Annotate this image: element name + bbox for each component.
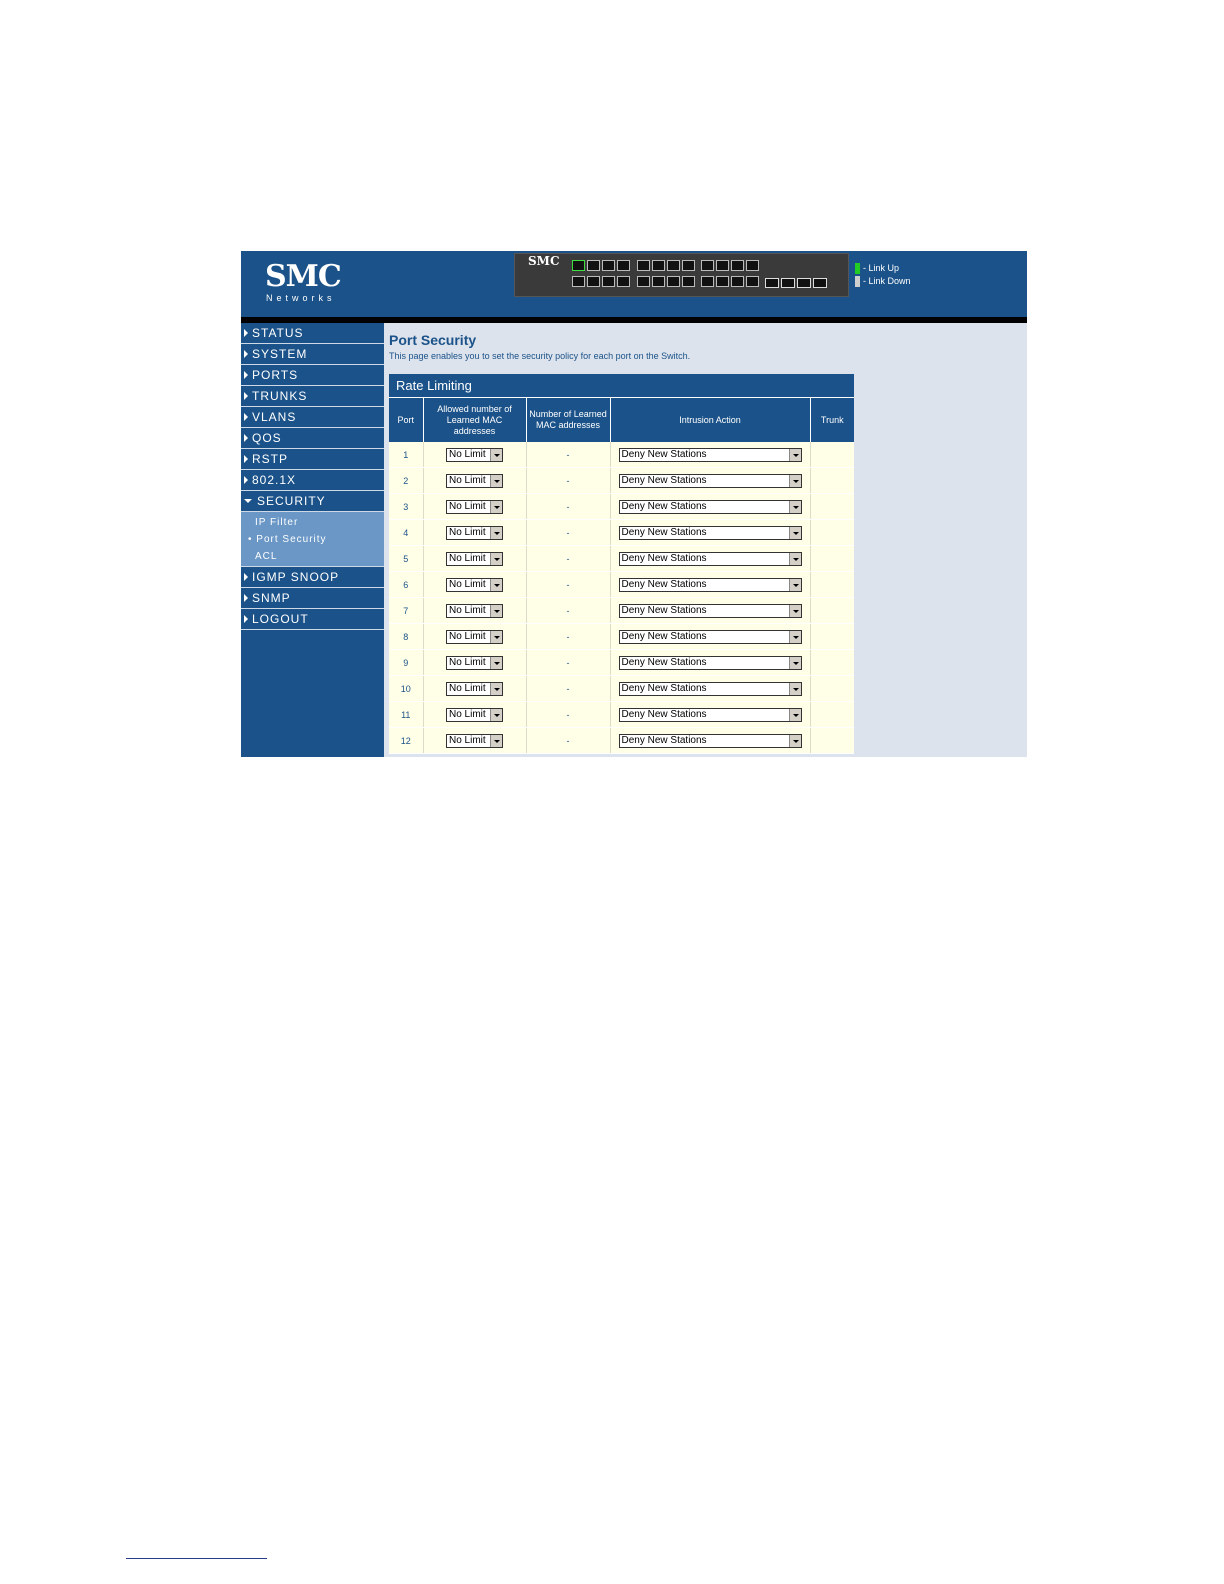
- dropdown-arrow-icon: [789, 475, 801, 487]
- learned-cell: -: [526, 624, 610, 650]
- allowed-mac-select[interactable]: No Limit: [446, 708, 503, 722]
- switch-panel-graphic: [514, 253, 849, 297]
- sidebar-item-igmp-snoop[interactable]: IGMP SNOOP: [241, 567, 384, 588]
- action-cell: [610, 650, 810, 676]
- ethernet-port-icon: [731, 260, 744, 271]
- page-description: This page enables you to set the security policy for each port on the Switch.: [389, 351, 691, 361]
- subitem-ip-filter[interactable]: IP Filter: [255, 517, 299, 528]
- link-down-swatch-icon: [855, 276, 860, 287]
- port-cell: 2: [389, 468, 423, 494]
- allowed-cell: [423, 468, 526, 494]
- ethernet-port-icon: [701, 260, 714, 271]
- dropdown-arrow-icon: [789, 735, 801, 747]
- learned-cell: -: [526, 676, 610, 702]
- ethernet-port-icon: [716, 260, 729, 271]
- action-cell: [610, 598, 810, 624]
- sidebar-item-8021x[interactable]: 802.1X: [241, 470, 384, 491]
- arrow-right-icon: [244, 371, 248, 379]
- port-cell: 8: [389, 624, 423, 650]
- sidebar-item-system[interactable]: SYSTEM: [241, 344, 384, 365]
- intrusion-action-select[interactable]: Deny New Stations: [619, 708, 802, 722]
- trunk-cell: [810, 728, 854, 754]
- arrow-right-icon: [244, 434, 248, 442]
- port-cell: 3: [389, 494, 423, 520]
- table-row: [389, 624, 854, 650]
- trunk-cell: [810, 676, 854, 702]
- intrusion-action-select[interactable]: Deny New Stations: [619, 604, 802, 618]
- port-cell: 11: [389, 702, 423, 728]
- dropdown-arrow-icon: [789, 631, 801, 643]
- col-header-action: Intrusion Action: [610, 398, 810, 442]
- dropdown-arrow-icon: [490, 449, 502, 461]
- allowed-cell: [423, 728, 526, 754]
- port-cell: 4: [389, 520, 423, 546]
- col-header-number: Number of Learned MAC addresses: [526, 398, 610, 442]
- dropdown-arrow-icon: [490, 553, 502, 565]
- trunk-cell: [810, 650, 854, 676]
- learned-cell: -: [526, 702, 610, 728]
- ethernet-port-icon: [716, 276, 729, 287]
- dropdown-arrow-icon: [789, 501, 801, 513]
- allowed-mac-select[interactable]: No Limit: [446, 682, 503, 696]
- port-cell: 5: [389, 546, 423, 572]
- action-cell: [610, 442, 810, 468]
- trunk-cell: [810, 442, 854, 468]
- subitem-port-security[interactable]: • Port Security: [248, 534, 327, 545]
- action-cell: [610, 546, 810, 572]
- switch-brand-label: SMC: [528, 254, 560, 268]
- dropdown-arrow-icon: [789, 657, 801, 669]
- ethernet-port-icon: [746, 260, 759, 271]
- dropdown-arrow-icon: [789, 449, 801, 461]
- ethernet-port-icon: [667, 276, 680, 287]
- trunk-cell: [810, 520, 854, 546]
- table-row: [389, 702, 854, 728]
- allowed-cell: [423, 442, 526, 468]
- arrow-down-icon: [244, 499, 252, 503]
- ethernet-port-icon: [602, 260, 615, 271]
- sfp-port-icon: [813, 278, 827, 288]
- allowed-cell: [423, 494, 526, 520]
- allowed-mac-select[interactable]: No Limit: [446, 734, 503, 748]
- dropdown-arrow-icon: [490, 657, 502, 669]
- sidebar-item-ports[interactable]: PORTS: [241, 365, 384, 386]
- arrow-right-icon: [244, 573, 248, 581]
- allowed-mac-select[interactable]: No Limit: [446, 526, 503, 540]
- table-row: [389, 494, 854, 520]
- subitem-acl[interactable]: ACL: [255, 551, 278, 562]
- sidebar-item-vlans[interactable]: VLANS: [241, 407, 384, 428]
- arrow-right-icon: [244, 392, 248, 400]
- ethernet-port-icon: [746, 276, 759, 287]
- dropdown-arrow-icon: [789, 709, 801, 721]
- dropdown-arrow-icon: [490, 709, 502, 721]
- action-cell: [610, 702, 810, 728]
- intrusion-action-select[interactable]: Deny New Stations: [619, 526, 802, 540]
- sidebar-item-logout[interactable]: LOGOUT: [241, 609, 384, 630]
- allowed-mac-select[interactable]: No Limit: [446, 604, 503, 618]
- table-row: [389, 546, 854, 572]
- action-cell: [610, 494, 810, 520]
- link-up-legend: - Link Up: [855, 262, 911, 275]
- ethernet-port-icon: [617, 276, 630, 287]
- ethernet-port-icon: [682, 276, 695, 287]
- learned-cell: -: [526, 546, 610, 572]
- dropdown-arrow-icon: [490, 605, 502, 617]
- table-row: [389, 598, 854, 624]
- intrusion-action-select[interactable]: Deny New Stations: [619, 448, 802, 462]
- port-cell: 1: [389, 442, 423, 468]
- sidebar-item-security[interactable]: SECURITY: [241, 491, 384, 512]
- action-cell: [610, 624, 810, 650]
- sidebar-item-trunks[interactable]: TRUNKS: [241, 386, 384, 407]
- trunk-cell: [810, 702, 854, 728]
- ethernet-port-icon: [667, 260, 680, 271]
- allowed-cell: [423, 702, 526, 728]
- action-cell: [610, 728, 810, 754]
- link-up-swatch-icon: [855, 263, 860, 274]
- sidebar-item-rstp[interactable]: RSTP: [241, 449, 384, 470]
- ethernet-port-icon: [587, 276, 600, 287]
- learned-cell: -: [526, 728, 610, 754]
- panel-title: Rate Limiting: [389, 374, 854, 398]
- top-header: [241, 251, 1027, 317]
- intrusion-action-select[interactable]: Deny New Stations: [619, 552, 802, 566]
- dropdown-arrow-icon: [789, 527, 801, 539]
- dropdown-arrow-icon: [789, 605, 801, 617]
- allowed-cell: [423, 676, 526, 702]
- allowed-cell: [423, 572, 526, 598]
- port-cell: 12: [389, 728, 423, 754]
- port-security-table: [389, 398, 854, 754]
- footer-rule: [126, 1558, 267, 1559]
- table-row: [389, 520, 854, 546]
- arrow-right-icon: [244, 594, 248, 602]
- table-row: [389, 728, 854, 754]
- ethernet-port-icon: [587, 260, 600, 271]
- link-legend: [855, 262, 911, 288]
- port-cell: 6: [389, 572, 423, 598]
- sidebar-item-status[interactable]: STATUS: [241, 323, 384, 344]
- trunk-cell: [810, 572, 854, 598]
- action-cell: [610, 520, 810, 546]
- sfp-port-icon: [797, 278, 811, 288]
- link-down-legend: - Link Down: [855, 275, 911, 288]
- dropdown-arrow-icon: [490, 475, 502, 487]
- ethernet-port-icon: [572, 276, 585, 287]
- table-header-row: [389, 398, 854, 442]
- intrusion-action-select[interactable]: Deny New Stations: [619, 656, 802, 670]
- dropdown-arrow-icon: [789, 553, 801, 565]
- port-cell: 7: [389, 598, 423, 624]
- learned-cell: -: [526, 494, 610, 520]
- trunk-cell: [810, 598, 854, 624]
- dropdown-arrow-icon: [789, 579, 801, 591]
- dropdown-arrow-icon: [490, 527, 502, 539]
- table-row: [389, 442, 854, 468]
- allowed-mac-select[interactable]: No Limit: [446, 448, 503, 462]
- intrusion-action-select[interactable]: Deny New Stations: [619, 578, 802, 592]
- allowed-cell: [423, 624, 526, 650]
- dropdown-arrow-icon: [789, 683, 801, 695]
- dropdown-arrow-icon: [490, 683, 502, 695]
- page-title: Port Security: [389, 332, 477, 348]
- trunk-cell: [810, 468, 854, 494]
- learned-cell: -: [526, 520, 610, 546]
- trunk-cell: [810, 494, 854, 520]
- col-header-port: Port: [389, 398, 423, 442]
- dropdown-arrow-icon: [490, 501, 502, 513]
- sidebar-nav: [241, 323, 384, 757]
- rate-limiting-panel: [389, 374, 854, 754]
- arrow-right-icon: [244, 455, 248, 463]
- ethernet-port-icon: [602, 276, 615, 287]
- learned-cell: -: [526, 442, 610, 468]
- intrusion-action-select[interactable]: Deny New Stations: [619, 682, 802, 696]
- ethernet-port-icon: [637, 260, 650, 271]
- ethernet-port-icon: [682, 260, 695, 271]
- dropdown-arrow-icon: [490, 579, 502, 591]
- learned-cell: -: [526, 572, 610, 598]
- arrow-right-icon: [244, 350, 248, 358]
- ethernet-port-icon: [652, 276, 665, 287]
- intrusion-action-select[interactable]: Deny New Stations: [619, 630, 802, 644]
- arrow-right-icon: [244, 615, 248, 623]
- screenshot-frame: [241, 251, 1027, 757]
- trunk-cell: [810, 546, 854, 572]
- allowed-mac-select[interactable]: No Limit: [446, 474, 503, 488]
- arrow-right-icon: [244, 329, 248, 337]
- arrow-right-icon: [244, 413, 248, 421]
- col-header-trunk: Trunk: [810, 398, 854, 442]
- sidebar-item-snmp[interactable]: SNMP: [241, 588, 384, 609]
- intrusion-action-select[interactable]: Deny New Stations: [619, 500, 802, 514]
- dropdown-arrow-icon: [490, 735, 502, 747]
- table-row: [389, 572, 854, 598]
- action-cell: [610, 572, 810, 598]
- intrusion-action-select[interactable]: Deny New Stations: [619, 474, 802, 488]
- allowed-mac-select[interactable]: No Limit: [446, 500, 503, 514]
- learned-cell: -: [526, 468, 610, 494]
- table-row: [389, 650, 854, 676]
- table-row: [389, 676, 854, 702]
- learned-cell: -: [526, 650, 610, 676]
- learned-cell: -: [526, 598, 610, 624]
- allowed-mac-select[interactable]: No Limit: [446, 630, 503, 644]
- arrow-right-icon: [244, 476, 248, 484]
- action-cell: [610, 468, 810, 494]
- trunk-cell: [810, 624, 854, 650]
- allowed-cell: [423, 598, 526, 624]
- ethernet-port-icon: [652, 260, 665, 271]
- sidebar-item-qos[interactable]: QOS: [241, 428, 384, 449]
- ethernet-port-icon: [637, 276, 650, 287]
- ethernet-port-icon: [617, 260, 630, 271]
- port-cell: 10: [389, 676, 423, 702]
- ethernet-port-icon: [731, 276, 744, 287]
- dropdown-arrow-icon: [490, 631, 502, 643]
- table-row: [389, 468, 854, 494]
- col-header-allowed: Allowed number of Learned MAC addresses: [423, 398, 526, 442]
- port-cell: 9: [389, 650, 423, 676]
- sfp-port-icon: [765, 278, 779, 288]
- allowed-mac-select[interactable]: No Limit: [446, 552, 503, 566]
- allowed-cell: [423, 650, 526, 676]
- ethernet-port-icon: [572, 260, 585, 271]
- ethernet-port-icon: [701, 276, 714, 287]
- allowed-cell: [423, 520, 526, 546]
- allowed-cell: [423, 546, 526, 572]
- smc-logo: SMC Networks: [265, 259, 341, 303]
- allowed-mac-select[interactable]: No Limit: [446, 578, 503, 592]
- intrusion-action-select[interactable]: Deny New Stations: [619, 734, 802, 748]
- security-submenu: [241, 512, 384, 567]
- allowed-mac-select[interactable]: No Limit: [446, 656, 503, 670]
- action-cell: [610, 676, 810, 702]
- sfp-port-icon: [781, 278, 795, 288]
- main-content: [389, 323, 1021, 746]
